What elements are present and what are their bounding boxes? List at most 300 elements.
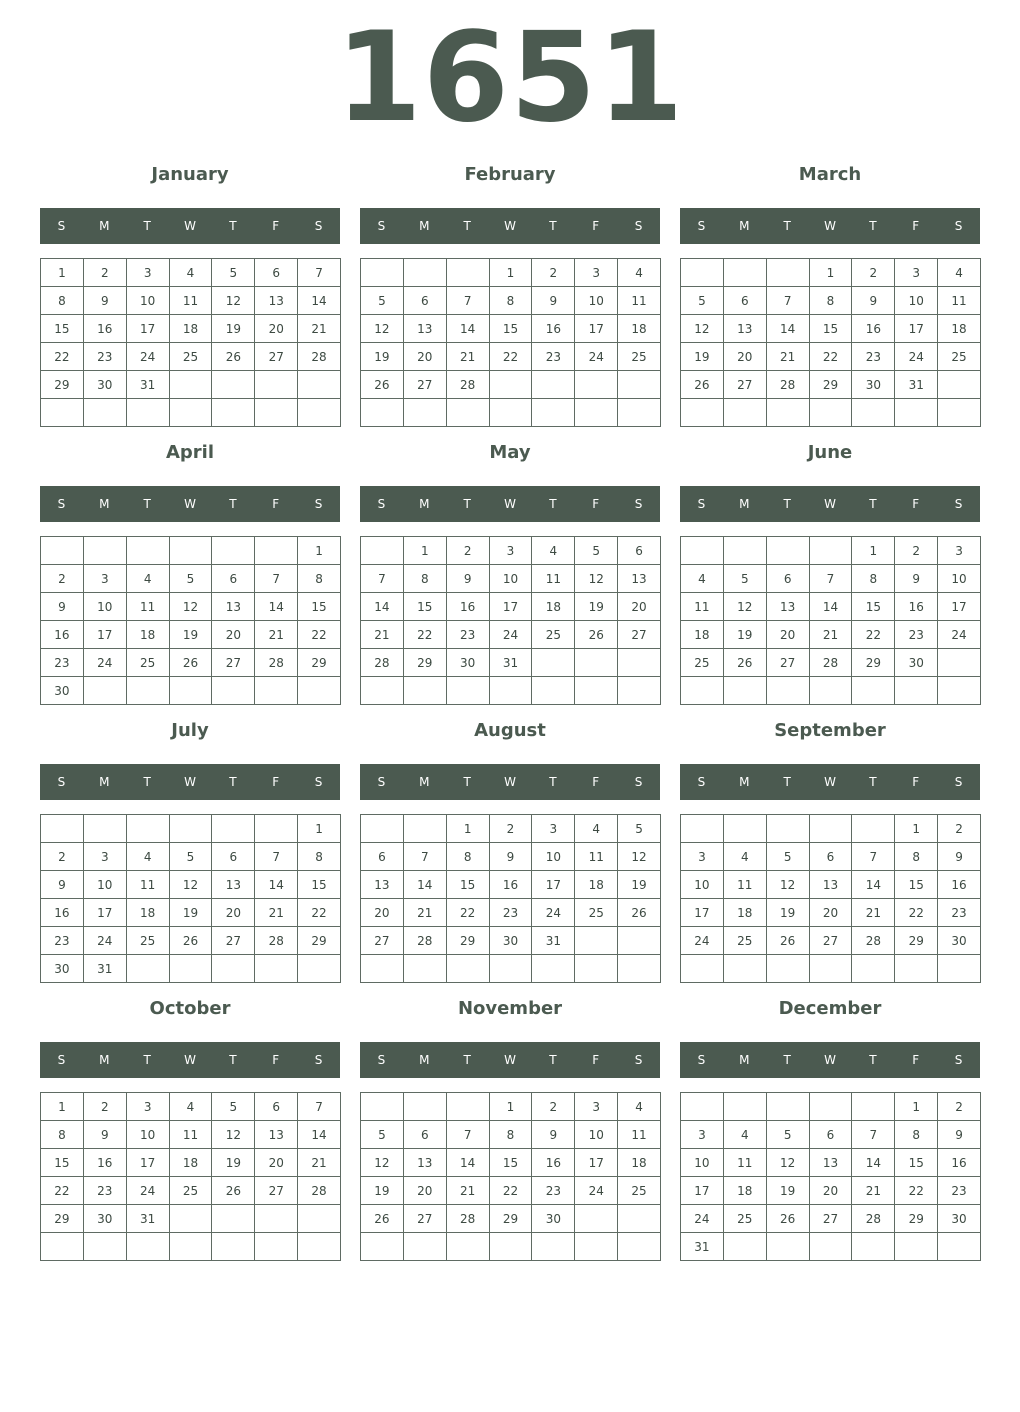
day-cell: 17 [681,1177,724,1205]
day-cell: 2 [84,1093,127,1121]
empty-day-cell [724,1093,767,1121]
day-cell: 27 [810,1205,853,1233]
empty-day-cell [255,955,298,983]
day-cell: 27 [361,927,404,955]
day-cell: 6 [810,1121,853,1149]
day-cell: 6 [361,843,404,871]
weekday-label: F [592,497,600,511]
day-cell: 15 [298,871,341,899]
day-cell: 25 [938,343,981,371]
weekday-label: F [912,1053,920,1067]
weekday-label: S [634,775,643,789]
day-cell: 17 [938,593,981,621]
empty-day-cell [895,677,938,705]
day-cell: 26 [212,343,255,371]
day-cell: 31 [490,649,533,677]
weekday-label: S [697,497,706,511]
day-cell: 8 [852,565,895,593]
day-cell: 1 [41,259,84,287]
day-cell: 13 [724,315,767,343]
month-name: January [151,164,229,185]
day-cell: 5 [212,259,255,287]
day-cell: 19 [361,343,404,371]
day-cell: 15 [447,871,490,899]
day-cell: 5 [618,815,661,843]
day-cell: 5 [170,565,213,593]
empty-day-cell [810,955,853,983]
day-cell: 7 [255,843,298,871]
day-cell: 19 [212,315,255,343]
empty-day-cell [618,1205,661,1233]
day-cell: 1 [810,259,853,287]
day-cell: 21 [298,1149,341,1177]
weekday-label: W [184,219,196,233]
day-cell: 8 [447,843,490,871]
day-cell: 30 [852,371,895,399]
day-cell: 25 [724,1205,767,1233]
day-cell: 26 [724,649,767,677]
empty-day-cell [767,677,810,705]
day-cell: 13 [404,315,447,343]
day-cell: 28 [447,1205,490,1233]
day-cell: 24 [84,649,127,677]
day-cell: 9 [447,565,490,593]
empty-day-cell [575,371,618,399]
day-cell: 5 [361,287,404,315]
weekday-header [680,486,980,522]
day-cell: 9 [41,871,84,899]
day-cell: 10 [532,843,575,871]
day-cell: 3 [84,843,127,871]
day-cell: 8 [298,565,341,593]
day-cell: 21 [298,315,341,343]
weekday-label: S [697,775,706,789]
day-cell: 3 [575,259,618,287]
weekday-label: F [272,219,280,233]
day-cell: 16 [41,899,84,927]
day-cell: 20 [404,1177,447,1205]
day-cell: 25 [170,1177,213,1205]
weekday-label: F [272,775,280,789]
empty-day-cell [938,955,981,983]
day-cell: 1 [298,537,341,565]
empty-day-cell [84,399,127,427]
day-grid [360,814,661,983]
day-cell: 19 [212,1149,255,1177]
day-cell: 23 [41,649,84,677]
day-cell: 26 [361,371,404,399]
empty-day-cell [852,677,895,705]
empty-day-cell [170,1205,213,1233]
weekday-label: S [954,219,963,233]
empty-day-cell [767,955,810,983]
day-cell: 18 [618,315,661,343]
day-cell: 1 [41,1093,84,1121]
weekday-label: F [272,1053,280,1067]
day-cell: 31 [127,1205,170,1233]
day-cell: 5 [575,537,618,565]
empty-day-cell [938,371,981,399]
day-cell: 23 [938,899,981,927]
empty-day-cell [810,815,853,843]
day-cell: 23 [447,621,490,649]
day-cell: 14 [447,315,490,343]
day-cell: 9 [532,287,575,315]
day-cell: 28 [255,649,298,677]
empty-day-cell [298,955,341,983]
day-cell: 21 [404,899,447,927]
weekday-label: T [549,219,557,233]
day-cell: 17 [681,899,724,927]
empty-day-cell [212,1205,255,1233]
empty-day-cell [532,649,575,677]
weekday-header [40,208,340,244]
day-cell: 22 [404,621,447,649]
day-cell: 29 [447,927,490,955]
month-name: July [171,720,209,741]
weekday-label: T [549,775,557,789]
weekday-label: F [912,775,920,789]
day-cell: 11 [170,1121,213,1149]
day-cell: 21 [447,343,490,371]
day-cell: 23 [852,343,895,371]
day-cell: 14 [298,287,341,315]
weekday-label: T [869,1053,877,1067]
weekday-label: T [463,219,471,233]
day-cell: 5 [767,843,810,871]
empty-day-cell [681,1093,724,1121]
empty-day-cell [532,677,575,705]
day-cell: 10 [490,565,533,593]
day-cell: 7 [767,287,810,315]
month-name: April [165,442,215,463]
empty-day-cell [255,815,298,843]
empty-day-cell [298,1205,341,1233]
day-cell: 23 [532,1177,575,1205]
day-cell: 25 [724,927,767,955]
weekday-label: W [184,775,196,789]
day-cell: 12 [724,593,767,621]
day-cell: 3 [490,537,533,565]
empty-day-cell [618,399,661,427]
empty-day-cell [618,677,661,705]
day-cell: 28 [361,649,404,677]
empty-day-cell [361,399,404,427]
empty-day-cell [618,1233,661,1261]
day-cell: 6 [255,1093,298,1121]
empty-day-cell [298,677,341,705]
day-cell: 21 [852,1177,895,1205]
day-cell: 10 [681,1149,724,1177]
day-cell: 20 [361,899,404,927]
empty-day-cell [810,1093,853,1121]
day-cell: 22 [895,899,938,927]
day-cell: 18 [575,871,618,899]
empty-day-cell [447,1093,490,1121]
day-cell: 17 [84,621,127,649]
month-name: November [457,998,563,1019]
day-cell: 13 [255,287,298,315]
weekday-header [40,764,340,800]
empty-day-cell [618,927,661,955]
day-cell: 26 [575,621,618,649]
empty-day-cell [852,815,895,843]
weekday-label: T [463,1053,471,1067]
empty-day-cell [681,815,724,843]
weekday-label: S [377,497,386,511]
day-cell: 28 [255,927,298,955]
day-cell: 24 [575,343,618,371]
day-cell: 4 [618,1093,661,1121]
day-cell: 27 [724,371,767,399]
empty-day-cell [447,1233,490,1261]
empty-day-cell [490,371,533,399]
day-cell: 20 [404,343,447,371]
day-cell: 16 [84,1149,127,1177]
day-cell: 31 [84,955,127,983]
day-cell: 2 [532,1093,575,1121]
empty-day-cell [127,955,170,983]
day-cell: 17 [84,899,127,927]
day-cell: 7 [298,259,341,287]
day-cell: 29 [895,1205,938,1233]
day-cell: 14 [810,593,853,621]
weekday-header [360,486,660,522]
day-cell: 5 [724,565,767,593]
empty-day-cell [41,815,84,843]
empty-day-cell [212,955,255,983]
day-cell: 2 [41,565,84,593]
day-cell: 18 [170,1149,213,1177]
empty-day-cell [41,399,84,427]
day-cell: 3 [575,1093,618,1121]
day-cell: 22 [895,1177,938,1205]
day-cell: 9 [490,843,533,871]
day-cell: 19 [767,1177,810,1205]
day-cell: 21 [810,621,853,649]
day-cell: 9 [84,1121,127,1149]
day-cell: 28 [404,927,447,955]
empty-day-cell [724,537,767,565]
day-cell: 9 [938,843,981,871]
empty-day-cell [127,537,170,565]
weekday-label: W [184,497,196,511]
day-cell: 6 [212,843,255,871]
empty-day-cell [852,399,895,427]
day-cell: 6 [212,565,255,593]
day-cell: 28 [852,927,895,955]
day-cell: 11 [575,843,618,871]
day-cell: 15 [852,593,895,621]
day-cell: 10 [575,287,618,315]
day-cell: 29 [852,649,895,677]
day-cell: 16 [84,315,127,343]
day-cell: 31 [681,1233,724,1261]
day-cell: 8 [490,287,533,315]
day-cell: 2 [532,259,575,287]
day-cell: 25 [618,343,661,371]
day-cell: 30 [895,649,938,677]
day-cell: 9 [84,287,127,315]
empty-day-cell [298,399,341,427]
day-cell: 23 [895,621,938,649]
day-cell: 7 [298,1093,341,1121]
weekday-label: T [229,1053,237,1067]
empty-day-cell [212,371,255,399]
day-cell: 12 [212,1121,255,1149]
day-cell: 24 [127,343,170,371]
day-cell: 21 [447,1177,490,1205]
day-cell: 6 [724,287,767,315]
empty-day-cell [490,1233,533,1261]
day-grid [40,258,341,427]
day-cell: 23 [84,343,127,371]
day-cell: 1 [895,1093,938,1121]
day-cell: 29 [404,649,447,677]
day-cell: 2 [852,259,895,287]
empty-day-cell [852,955,895,983]
day-cell: 10 [938,565,981,593]
weekday-header [40,486,340,522]
day-cell: 4 [127,843,170,871]
weekday-label: M [739,775,750,789]
weekday-label: W [824,497,836,511]
day-cell: 25 [575,899,618,927]
empty-day-cell [895,399,938,427]
weekday-label: T [229,497,237,511]
day-cell: 30 [938,927,981,955]
day-cell: 11 [618,1121,661,1149]
empty-day-cell [767,1233,810,1261]
day-cell: 19 [575,593,618,621]
empty-day-cell [575,399,618,427]
day-cell: 31 [895,371,938,399]
day-cell: 9 [852,287,895,315]
day-cell: 4 [575,815,618,843]
weekday-label: W [504,775,516,789]
empty-day-cell [618,371,661,399]
empty-day-cell [404,1233,447,1261]
empty-day-cell [618,955,661,983]
day-cell: 13 [810,871,853,899]
day-cell: 27 [404,371,447,399]
empty-day-cell [767,537,810,565]
empty-day-cell [170,815,213,843]
weekday-header [40,1042,340,1078]
empty-day-cell [767,259,810,287]
day-cell: 20 [810,1177,853,1205]
day-cell: 19 [767,899,810,927]
weekday-label: T [143,497,151,511]
weekday-label: S [314,219,323,233]
empty-day-cell [361,1093,404,1121]
day-cell: 17 [895,315,938,343]
day-cell: 1 [404,537,447,565]
day-cell: 27 [618,621,661,649]
weekday-label: T [783,497,791,511]
day-cell: 8 [41,287,84,315]
day-cell: 22 [447,899,490,927]
empty-day-cell [361,955,404,983]
weekday-label: S [697,1053,706,1067]
day-cell: 29 [895,927,938,955]
day-cell: 14 [298,1121,341,1149]
weekday-label: T [143,1053,151,1067]
empty-day-cell [575,927,618,955]
empty-day-cell [84,1233,127,1261]
day-cell: 12 [575,565,618,593]
day-cell: 14 [255,593,298,621]
day-cell: 16 [895,593,938,621]
day-cell: 4 [724,843,767,871]
day-cell: 27 [810,927,853,955]
day-cell: 17 [575,315,618,343]
day-cell: 7 [255,565,298,593]
day-cell: 30 [41,677,84,705]
weekday-label: S [57,219,66,233]
day-cell: 7 [810,565,853,593]
empty-day-cell [575,1205,618,1233]
day-cell: 2 [84,259,127,287]
day-cell: 14 [447,1149,490,1177]
day-cell: 27 [255,1177,298,1205]
day-cell: 21 [255,621,298,649]
day-cell: 20 [618,593,661,621]
day-cell: 4 [170,1093,213,1121]
day-cell: 21 [361,621,404,649]
day-cell: 23 [532,343,575,371]
day-cell: 2 [490,815,533,843]
day-grid [680,258,981,427]
empty-day-cell [810,537,853,565]
month-name: June [807,442,853,463]
weekday-label: S [377,219,386,233]
day-cell: 21 [767,343,810,371]
empty-day-cell [404,399,447,427]
day-cell: 10 [895,287,938,315]
weekday-label: F [592,1053,600,1067]
weekday-header [360,208,660,244]
day-cell: 10 [681,871,724,899]
weekday-label: T [549,497,557,511]
empty-day-cell [127,677,170,705]
month-name: May [489,442,531,463]
day-cell: 16 [447,593,490,621]
weekday-header [680,1042,980,1078]
day-cell: 7 [447,1121,490,1149]
day-cell: 8 [490,1121,533,1149]
day-cell: 20 [255,1149,298,1177]
empty-day-cell [404,955,447,983]
day-cell: 28 [447,371,490,399]
day-cell: 17 [532,871,575,899]
day-cell: 24 [490,621,533,649]
day-cell: 12 [170,593,213,621]
day-cell: 11 [724,871,767,899]
day-cell: 8 [404,565,447,593]
day-cell: 22 [810,343,853,371]
empty-day-cell [404,259,447,287]
day-cell: 29 [41,1205,84,1233]
day-cell: 2 [447,537,490,565]
day-cell: 1 [490,1093,533,1121]
weekday-label: S [57,775,66,789]
empty-day-cell [490,399,533,427]
day-cell: 26 [170,649,213,677]
empty-day-cell [810,1233,853,1261]
weekday-label: T [783,219,791,233]
day-cell: 13 [255,1121,298,1149]
